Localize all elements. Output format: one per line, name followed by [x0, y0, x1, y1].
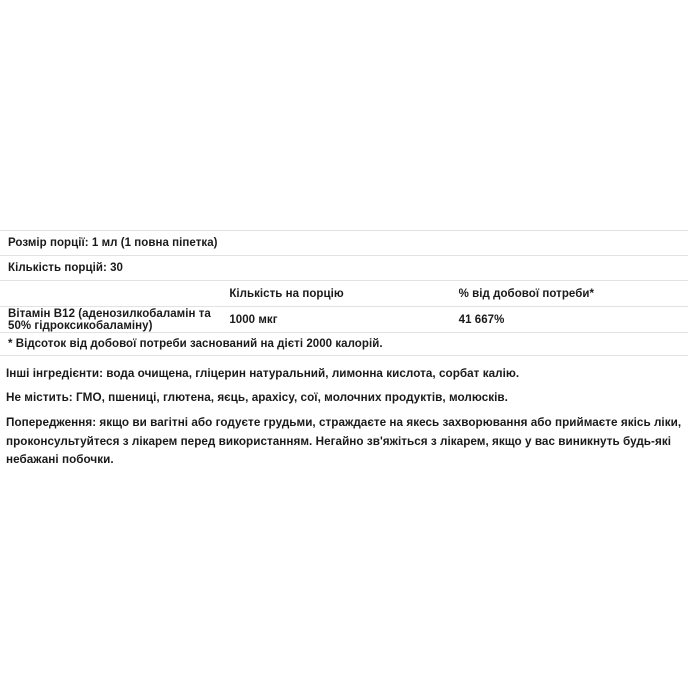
table-header-row — [0, 281, 688, 307]
serving-size-text: Розмір порції: 1 мл (1 повна піпетка) — [0, 231, 688, 256]
daily-value-footnote: * Відсоток від добової потреби заснований на дієті 2000 калорій. — [0, 333, 688, 356]
table-row — [0, 307, 688, 333]
nutrient-amount: 1000 мкг — [229, 307, 458, 333]
supplement-facts-table — [0, 230, 688, 356]
serving-size-row — [0, 231, 688, 256]
servings-per-container-text: Кількість порцій: 30 — [0, 256, 688, 281]
column-header-daily-value: % від добової потреби* — [459, 281, 688, 307]
warning-paragraph: Попередження: якщо ви вагітні або годуєте грудьми, страждаєте на якесь захворювання або приймаєте якісь ліки, проконсультуйтеся з лікарем перед використанням. Негайно зв'яжіться з лікарем, якщо у вас виникнуть будь-які небажані побочки. — [6, 416, 682, 466]
free-from-paragraph: Не містить: ГМО, пшениці, глютена, яєць, арахісу, сої, молочних продуктів, молюсків. — [6, 391, 508, 404]
table-footnote-row — [0, 333, 688, 356]
column-header-nutrient — [0, 281, 229, 307]
other-ingredients-paragraph: Інші інгредієнти: вода очищена, гліцерин натуральний, лимонна кислота, сорбат калію. — [6, 367, 520, 380]
column-header-amount-per-serving: Кількість на порцію — [229, 281, 458, 307]
nutrient-daily-value: 41 667% — [459, 307, 688, 333]
servings-per-container-row — [0, 256, 688, 281]
supplement-facts-panel — [0, 230, 688, 356]
nutrient-name: Вітамін B12 (аденозилкобаламін та 50% гідроксикобаламіну) — [0, 307, 229, 333]
